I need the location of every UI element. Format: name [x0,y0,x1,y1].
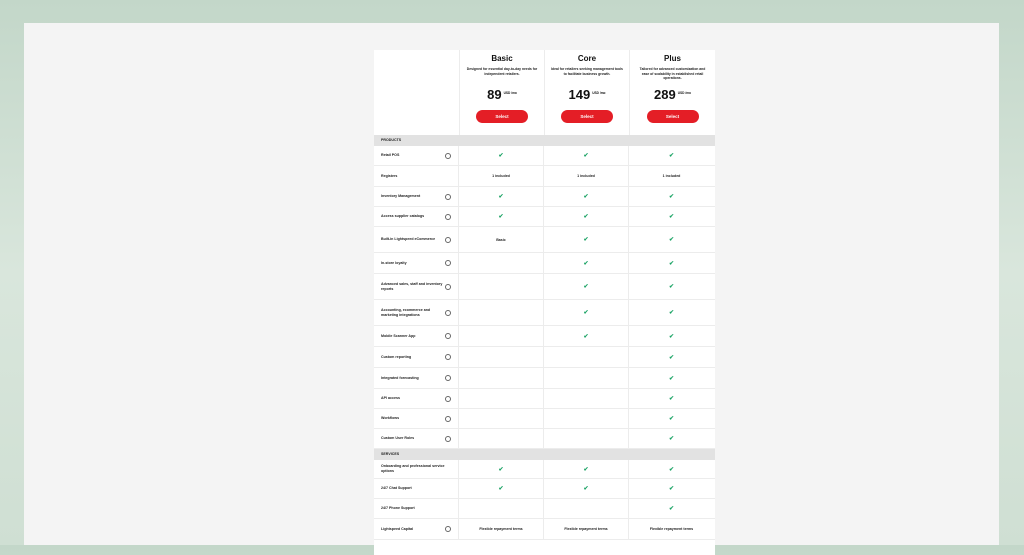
plan-name: Basic [491,54,513,63]
feature-row [374,300,715,326]
check-icon: ✔ [498,214,504,220]
feature-row [374,253,715,274]
feature-label: Access supplier catalogs [381,214,425,219]
feature-label: Accounting, ecommerce and marketing integrations [381,307,431,317]
plan-price [654,87,691,101]
check-icon: ✔ [668,354,675,361]
check-icon: ✔ [668,260,675,267]
info-icon[interactable] [445,214,451,220]
plan-basic [460,50,545,135]
feature-row [374,146,715,166]
plan-name: Core [577,54,597,63]
feature-label: Mobile Scanner App [381,333,416,338]
check-icon: ✔ [583,260,589,267]
plan-price [487,87,517,101]
feature-label: Retail POS [381,153,400,158]
check-icon: ✔ [498,466,504,473]
check-icon: ✔ [583,194,589,200]
feature-value: 1 included [577,174,595,178]
feature-row [374,166,715,187]
feature-value: 1 included [662,174,681,178]
check-icon: ✔ [668,284,675,290]
feature-label: Custom reporting [381,354,412,359]
feature-row [374,479,715,499]
check-icon: ✔ [498,153,504,159]
feature-label: Onboarding and professional service options [381,464,445,473]
feature-row [374,499,715,519]
check-icon: ✔ [668,214,675,220]
plan-plus [630,50,715,135]
info-icon[interactable] [445,153,451,159]
check-icon: ✔ [583,466,589,473]
feature-label: Lightspeed Capital [381,526,414,531]
feature-row [374,274,715,300]
info-icon[interactable] [445,310,451,316]
feature-label: Advanced sales, staff and inventory reports [381,281,443,291]
check-icon: ✔ [668,333,675,340]
feature-row [374,519,715,540]
price-unit: USD /mo [503,91,517,96]
pricing-comparison-table [374,50,715,555]
feature-row [374,368,715,389]
section-header: SERVICES [374,449,715,460]
feature-row [374,389,715,409]
info-icon[interactable] [445,526,451,532]
info-icon[interactable] [445,260,451,266]
plan-description: Tailored for advanced customization and ease of scalability in established retail operations. [639,67,706,81]
feature-row [374,460,715,479]
check-icon: ✔ [668,153,675,159]
info-icon[interactable] [445,284,451,290]
check-icon: ✔ [583,310,589,316]
section-header: PRODUCTS [374,135,715,146]
info-icon[interactable] [445,416,451,422]
feature-value: Flexible repayment terms [479,527,523,531]
info-icon[interactable] [445,354,451,360]
check-icon: ✔ [583,237,589,243]
select-core-button[interactable]: Select [561,110,613,123]
price-amount: 89 [487,86,502,102]
check-icon: ✔ [668,375,675,382]
feature-label: In-store loyalty [381,260,407,265]
check-icon: ✔ [668,436,675,442]
feature-row [374,347,715,368]
price-amount: 149 [568,86,591,102]
feature-label: Integrated forecasting [381,375,419,380]
feature-label: Workflows [381,416,400,421]
feature-value: Flexible repayment terms [649,527,694,531]
feature-label: 24/7 Chat Support [381,486,412,491]
check-icon: ✔ [668,237,675,243]
feature-row [374,429,715,449]
feature-label: Custom User Roles [381,436,415,441]
feature-value: 1 included [492,174,510,178]
price-unit: USD /mo [592,91,606,96]
feature-row [374,409,715,429]
info-icon[interactable] [445,333,451,339]
feature-value: Flexible repayment terms [564,527,608,531]
check-icon: ✔ [668,466,675,473]
check-icon: ✔ [583,333,589,340]
check-icon: ✔ [498,194,504,200]
check-icon: ✔ [668,194,675,200]
check-icon: ✔ [668,416,675,422]
feature-label: Built-in Lightspeed eCommerce [381,237,436,242]
check-icon: ✔ [583,284,589,290]
check-icon: ✔ [583,486,589,492]
check-icon: ✔ [668,396,675,402]
feature-row [374,207,715,227]
feature-label: API access [381,396,400,401]
plan-price [569,87,606,101]
plan-name: Plus [664,54,681,63]
feature-label: 24/7 Phone Support [381,506,415,511]
info-icon[interactable] [445,237,451,243]
check-icon: ✔ [668,310,675,316]
check-icon: ✔ [583,214,589,220]
check-icon: ✔ [668,506,675,512]
plans-header [374,50,715,135]
plan-description: Ideal for retailers seeking management tools to facilitate business growth. [551,67,623,76]
feature-label: Inventory Management [381,194,421,199]
price-amount: 289 [654,86,676,102]
feature-label: Registers [381,173,398,178]
feature-rows [374,135,715,540]
info-icon[interactable] [445,436,451,442]
plan-core [545,50,630,135]
check-icon: ✔ [583,153,589,159]
plan-description: Designed for essential day-to-day needs for independent retailers. [466,67,538,76]
select-basic-button[interactable]: Select [476,110,528,123]
feature-value: Basic [496,237,506,242]
select-plus-button[interactable]: Select [647,110,699,123]
check-icon: ✔ [498,486,504,492]
info-icon[interactable] [445,396,451,402]
feature-row [374,326,715,347]
page-panel [24,23,999,545]
feature-row [374,187,715,207]
feature-row [374,227,715,253]
check-icon: ✔ [668,486,675,492]
info-icon[interactable] [445,194,451,200]
info-icon[interactable] [445,375,451,381]
price-unit: USD /mo [677,91,691,96]
